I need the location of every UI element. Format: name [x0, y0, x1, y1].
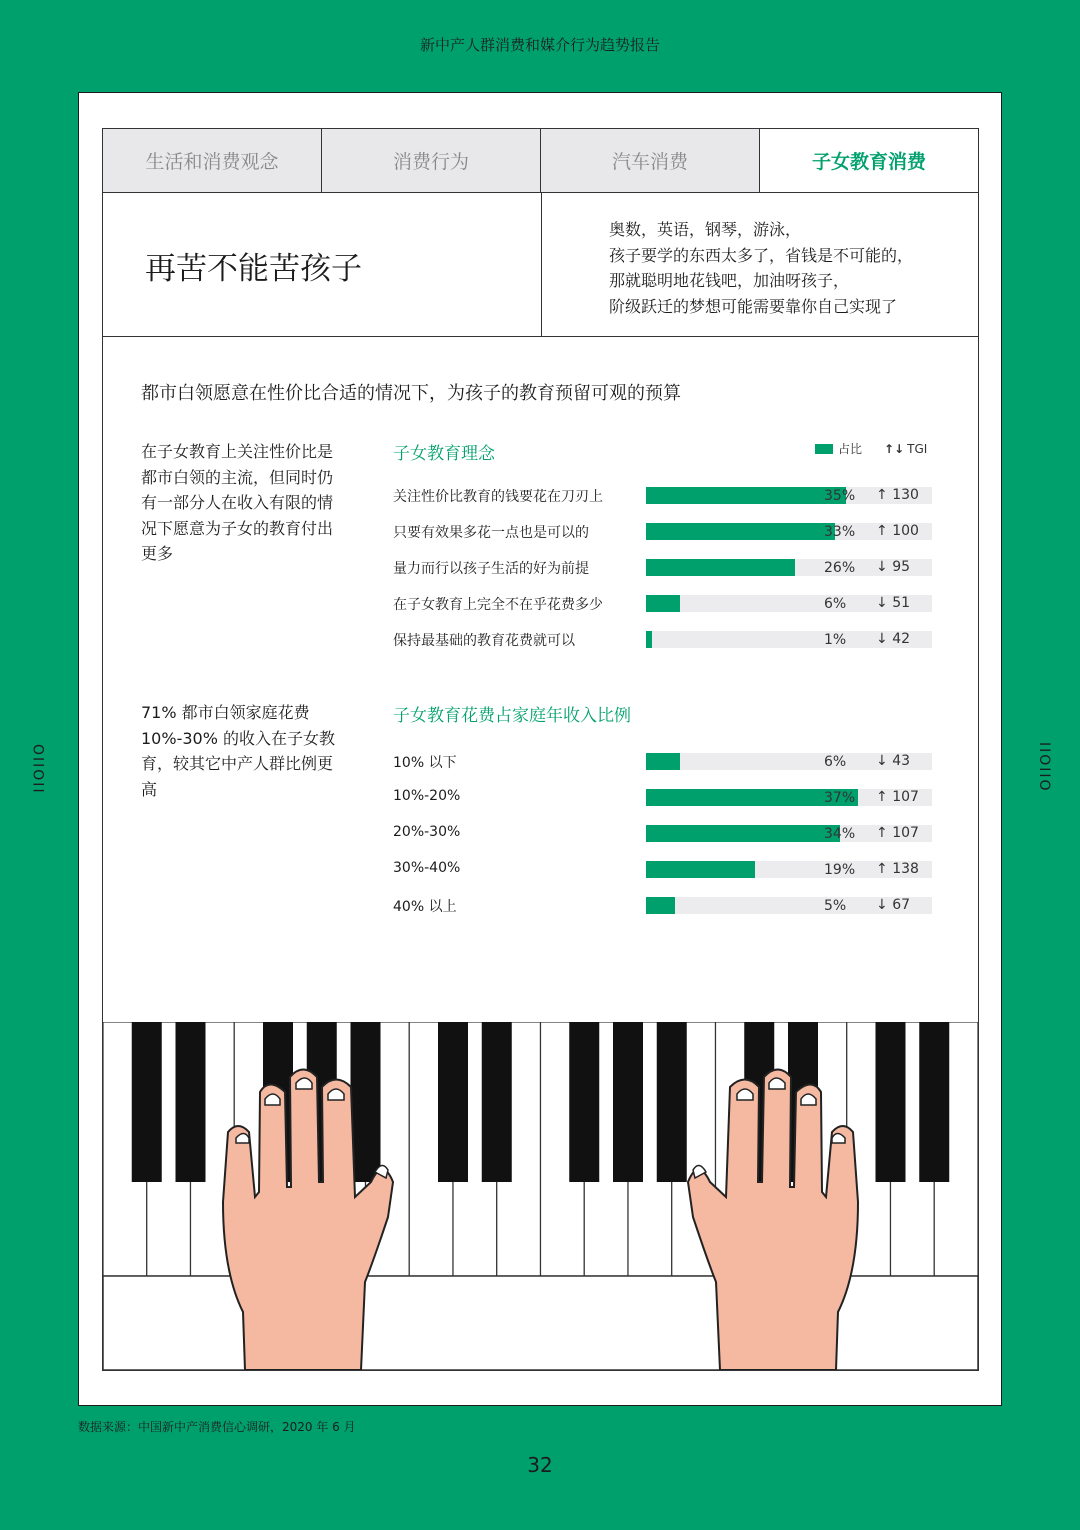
bar-category-label: 保持最基础的教育花费就可以 [393, 633, 575, 649]
bar-value-label: 33% [824, 524, 856, 540]
piano-black-key [657, 1022, 687, 1182]
data-source-note: 数据来源：中国新中产消费信心调研，2020 年 6 月 [78, 1420, 356, 1434]
bar-row [393, 486, 933, 506]
bar-value-label: 34% [824, 826, 856, 842]
bar-value-label: 26% [824, 560, 856, 576]
tgi-value: 67 [892, 897, 911, 913]
piano-hands-image [103, 1022, 978, 1370]
tgi-label [876, 523, 919, 539]
tab-child-education[interactable]: 子女教育消费 [760, 129, 978, 192]
tgi-value: 95 [892, 559, 911, 575]
legend-tgi-label: TGI [907, 441, 928, 456]
tab-bar [103, 129, 978, 193]
bar-track [646, 595, 932, 612]
chart-title-philosophy: 子女教育理念 [393, 444, 495, 464]
bar-track [646, 861, 932, 878]
bar-category-label: 10% 以下 [393, 755, 457, 771]
bar-fill [646, 487, 846, 504]
side-mark-right: IIOIIO [1036, 742, 1052, 793]
arrow-down-icon: ↓ [876, 753, 893, 769]
bar-row [393, 630, 933, 650]
bar-track [646, 631, 932, 648]
header-divider [541, 193, 542, 336]
section-subhead: 都市白领愿意在性价比合适的情况下，为孩子的教育预留可观的预算 [141, 383, 681, 404]
bar-category-label: 关注性价比教育的钱要花在刀刃上 [393, 489, 603, 505]
tgi-label [876, 753, 910, 769]
tgi-value: 43 [892, 753, 911, 769]
bar-track [646, 825, 932, 842]
note-education-spending: 71% 都市白领家庭花费 10%-30% 的收入在子女教育，较其它中产人群比例更高 [141, 703, 335, 799]
bar-value-label: 1% [824, 632, 847, 648]
bar-track [646, 559, 932, 576]
piano-black-key [132, 1022, 162, 1182]
bar-track [646, 487, 932, 504]
bar-row [393, 522, 933, 542]
tgi-label [876, 595, 910, 611]
bar-fill [646, 861, 755, 878]
tgi-label [876, 861, 919, 877]
piano-black-key [919, 1022, 949, 1182]
bar-fill [646, 825, 840, 842]
bar-row [393, 788, 933, 808]
bar-row [393, 824, 933, 844]
bar-category-label: 10%-20% [393, 788, 461, 804]
tgi-label [876, 631, 910, 647]
arrow-down-icon: ↓ [876, 595, 893, 611]
tab-consumption-behavior[interactable]: 消费行为 [322, 129, 541, 192]
bar-category-label: 40% 以上 [393, 899, 457, 915]
tgi-label [876, 487, 919, 503]
chart-title-spending-share: 子女教育花费占家庭年收入比例 [393, 706, 631, 726]
note-education-philosophy: 在子女教育上关注性价比是都市白领的主流，但同时仍有一部分人在收入有限的情况下愿意为子女的教育付出更多 [141, 442, 334, 563]
legend-tgi-arrows-icon: ↑↓ [884, 441, 905, 456]
quote-line: 奥数，英语，钢琴，游泳， [609, 220, 802, 239]
bar-category-label: 30%-40% [393, 860, 461, 876]
bar-value-label: 5% [824, 898, 847, 914]
tgi-value: 107 [892, 789, 919, 805]
piano-black-key [876, 1022, 906, 1182]
tgi-value: 51 [892, 595, 911, 611]
quote-line: 阶级跃迁的梦想可能需要靠你自己实现了 [609, 296, 898, 316]
arrow-up-icon: ↑ [876, 523, 893, 539]
arrow-up-icon: ↑ [876, 487, 893, 503]
tgi-label [876, 559, 910, 575]
tgi-value: 138 [892, 861, 919, 877]
header-row [103, 193, 978, 337]
arrow-down-icon: ↓ [876, 897, 893, 913]
bar-fill [646, 753, 680, 770]
bar-row [393, 860, 933, 880]
quote-line: 孩子要学的东西太多了，省钱是不可能的， [609, 245, 914, 265]
arrow-up-icon: ↑ [876, 861, 893, 877]
arrow-up-icon: ↑ [876, 825, 893, 841]
chart-legend [815, 440, 927, 457]
tgi-label [876, 825, 919, 841]
piano-black-key [569, 1022, 599, 1182]
tab-lifestyle[interactable]: 生活和消费观念 [103, 129, 322, 192]
tgi-value: 42 [892, 631, 911, 647]
headline: 再苦不能苦孩子 [145, 251, 362, 287]
arrow-down-icon: ↓ [876, 631, 893, 647]
bar-value-label: 35% [824, 488, 856, 504]
piano-black-key [613, 1022, 643, 1182]
page-number: 32 [527, 1453, 553, 1477]
bar-track [646, 897, 932, 914]
bar-row [393, 594, 933, 614]
tgi-label [876, 789, 919, 805]
report-title: 新中产人群消费和媒介行为趋势报告 [419, 36, 660, 54]
piano-black-key [482, 1022, 512, 1182]
bar-value-label: 6% [824, 596, 847, 612]
tgi-value: 130 [892, 487, 919, 503]
bar-row [393, 752, 933, 772]
tab-car-consumption[interactable]: 汽车消费 [541, 129, 760, 192]
legend-share-label: 占比 [838, 442, 863, 456]
bar-value-label: 6% [824, 754, 847, 770]
tgi-value: 100 [892, 523, 919, 539]
bar-value-label: 19% [824, 862, 856, 878]
bar-fill [646, 559, 795, 576]
bar-category-label: 量力而行以孩子生活的好为前提 [393, 561, 589, 577]
bar-fill [646, 595, 680, 612]
content-panel [102, 128, 979, 1371]
bar-track [646, 523, 932, 540]
piano-illustration [103, 1022, 978, 1370]
bar-track [646, 753, 932, 770]
quote-line: 那就聪明地花钱吧，加油呀孩子， [609, 271, 850, 290]
bar-value-label: 37% [824, 790, 856, 806]
arrow-up-icon: ↑ [876, 789, 893, 805]
piano-black-key [438, 1022, 468, 1182]
tgi-value: 107 [892, 825, 919, 841]
bar-row [393, 558, 933, 578]
bar-fill [646, 631, 652, 648]
bar-fill [646, 523, 835, 540]
bar-fill [646, 897, 675, 914]
bar-track [646, 789, 932, 806]
tgi-label [876, 897, 910, 913]
legend-share-swatch [815, 444, 833, 454]
bar-category-label: 只要有效果多花一点也是可以的 [393, 525, 589, 541]
arrow-down-icon: ↓ [876, 559, 893, 575]
bar-category-label: 20%-30% [393, 824, 461, 840]
piano-black-key [176, 1022, 206, 1182]
piano-black-key [351, 1022, 381, 1182]
quote-block [609, 217, 913, 319]
bar-row [393, 896, 933, 916]
bar-category-label: 在子女教育上完全不在乎花费多少 [393, 597, 603, 613]
side-mark-left: IIOIIO [32, 742, 48, 793]
